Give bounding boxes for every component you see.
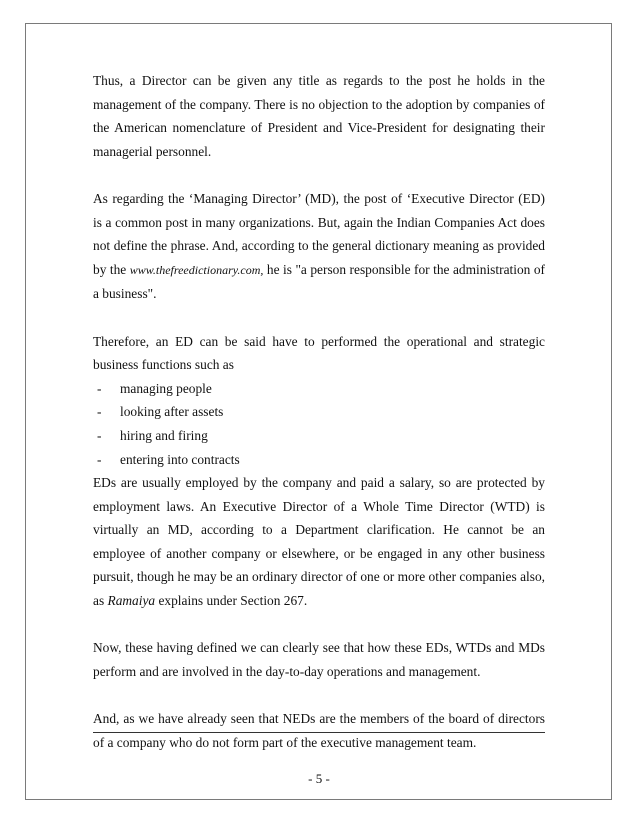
paragraph-managing-director (93, 187, 545, 306)
paragraph-director-title: Thus, a Director can be given any title as regards to the post he holds in the management of the company. There is no objection to the adoption by companies of the American nomenclature of President and Vice-President for designating their managerial personnel. (93, 73, 545, 159)
bullet-marker: - (97, 451, 102, 467)
list-item (97, 424, 545, 448)
paragraph-ed-functions: Therefore, an ED can be said have to performed the operational and strategic business functions such as (93, 333, 545, 373)
functions-list (93, 377, 545, 471)
paragraph-md-text-start: As regarding the ‘Managing Director’ (MD), the post of ‘Executive Director (ED) is a common post in many organizations. But, again the Indian Companies Act does not define the phrase. And, according to the general dictionary meaning as provided by the (93, 190, 545, 277)
list-item-text: looking after assets (120, 404, 224, 420)
list-item-text: hiring and firing (120, 427, 208, 443)
page-number: - 5 - (308, 771, 330, 786)
list-item (97, 400, 545, 424)
paragraph-ed-employment-body: EDs are usually employed by the company and paid a salary, so are protected by employment laws. An Executive Director of a Whole Time Director (WTD) is virtually an MD, according to a Department clarification. He cannot be an employee of another company or elsewhere, or be engaged in any other business pursuit, though he may be an ordinary director of one or more other companies also, (93, 475, 545, 585)
paragraph-neds: And, as we have already seen that NEDs are the members of the board of directors of a company who do not form part of the executive management team. (93, 711, 545, 750)
list-item (97, 448, 545, 472)
paragraph-ed-employment (93, 471, 545, 613)
paragraph-ed-employment-last-line (93, 589, 545, 613)
list-item (97, 377, 545, 401)
dictionary-website-link: www.thefreedictionary.com, (129, 262, 264, 277)
paragraph-ed-suffix: explains under Section 267. (155, 593, 308, 609)
paragraph-ed-prefix: as (93, 593, 108, 609)
list-item-text: entering into contracts (120, 451, 240, 467)
bullet-marker: - (97, 380, 102, 396)
ramaiya-reference: Ramaiya (107, 593, 156, 609)
document-body (93, 69, 545, 778)
footer-divider (93, 732, 545, 733)
paragraph-md-text-end: he is "a person responsible for the administration of a business". (93, 261, 545, 302)
paragraph-ed-wtd-md: Now, these having defined we can clearly see that how these EDs, WTDs and MDs perform and are involved in the day-to-day operations and management. (93, 640, 545, 679)
bullet-marker: - (97, 404, 102, 420)
bullet-marker: - (97, 427, 102, 443)
list-item-text: managing people (120, 380, 212, 396)
